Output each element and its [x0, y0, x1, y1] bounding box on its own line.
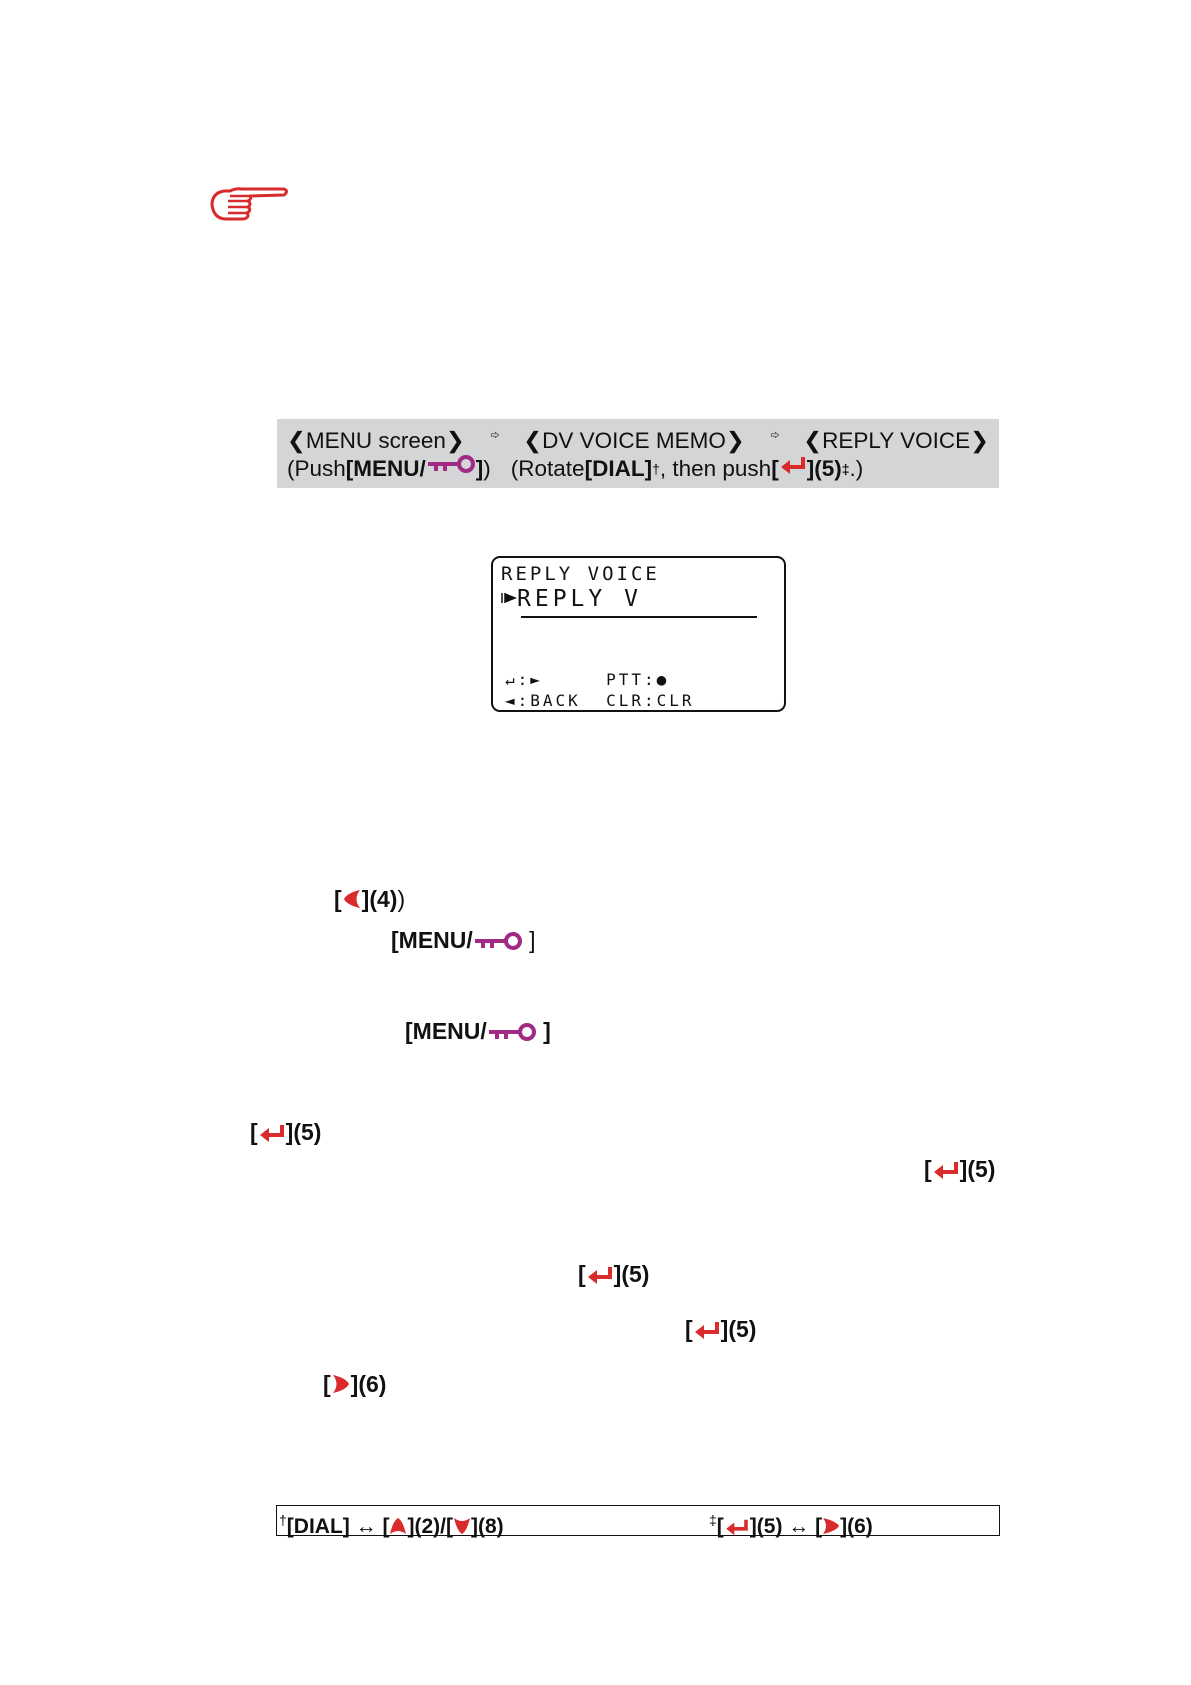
paren-close: ) [397, 886, 406, 912]
nav-end-text: .) [849, 456, 864, 481]
menu-key-ref-1 [391, 925, 536, 955]
enter-icon [724, 1518, 750, 1536]
dagger-mark: † [279, 1512, 287, 1528]
cursor-icon [501, 591, 517, 605]
key-number: ](4) [361, 886, 398, 912]
enter-icon [693, 1320, 721, 1340]
nav-step-reply-voice: ❮REPLY VOICE❯ [803, 428, 989, 453]
menu-navigation-bar [277, 419, 999, 488]
enter-key-ref-2 [924, 1154, 995, 1184]
right-key-ref-6 [323, 1369, 386, 1399]
rotate-text: (Rotate [510, 456, 585, 481]
key-number: ](6) [350, 1371, 387, 1397]
outline-right-arrow-icon [491, 427, 500, 443]
bracket-close: ] [536, 1018, 551, 1044]
key-mapping-footer [276, 1505, 1000, 1536]
right-key-number: ](6) [840, 1515, 873, 1538]
outline-right-arrow-icon [771, 427, 780, 443]
key-number: ](5) [285, 1119, 322, 1145]
enter-key-number: ](5) [749, 1515, 783, 1538]
enter-icon [258, 1123, 286, 1143]
lcd-screen [491, 556, 786, 712]
left-key-icon [342, 889, 362, 909]
dial-label: [DIAL] [584, 456, 653, 481]
bracket-open: [ [924, 1156, 932, 1182]
equivalence-arrow: ↔ [782, 1515, 816, 1538]
bracket-open: [ [382, 1515, 390, 1538]
bracket-open: [ [578, 1261, 586, 1287]
enter-key-ref-1 [250, 1117, 321, 1147]
bracket-open: [ [250, 1119, 258, 1145]
dial-label: [DIAL] [286, 1515, 350, 1538]
key-number: ](5) [720, 1316, 757, 1342]
bracket-open: [ [685, 1316, 693, 1342]
enter-key-ref-3 [578, 1259, 649, 1289]
equivalence-arrow: ↔ [349, 1515, 383, 1538]
key-icon [426, 455, 476, 473]
key-icon [487, 1023, 537, 1041]
menu-key-label: [MENU/ [405, 1018, 487, 1044]
menu-key-label: [MENU/ [391, 927, 473, 953]
right-key-icon [331, 1374, 351, 1394]
bracket-open: [ [716, 1515, 724, 1538]
nav-instruction-row [287, 455, 989, 483]
left-key-ref-4 [334, 884, 405, 914]
bracket-open: [ [334, 886, 342, 912]
bracket-open: [ [815, 1515, 823, 1538]
double-dagger-mark: ‡ [841, 461, 850, 477]
enter-key-close: ](5) [806, 456, 842, 481]
dial-mapping [279, 1506, 504, 1541]
pointing-hand-icon [210, 185, 290, 225]
lcd-input-line [521, 616, 757, 618]
lcd-selected-item: REPLY V [517, 586, 642, 612]
lcd-selected-row [501, 586, 642, 612]
right-key-icon [822, 1517, 840, 1535]
then-push-text: , then push [659, 456, 772, 481]
menu-key-close: ] [475, 456, 484, 481]
enter-icon [586, 1265, 614, 1285]
lcd-help-row-1: ↵:► PTT:● [505, 670, 670, 689]
enter-key-ref-4 [685, 1314, 756, 1344]
lcd-help-row-2: ◄:BACK CLR:CLR [505, 691, 695, 710]
menu-key-ref-2 [405, 1016, 551, 1046]
lcd-title: REPLY VOICE [501, 563, 660, 585]
enter-mapping [709, 1506, 873, 1541]
enter-icon [932, 1160, 960, 1180]
key-number: ](5) [613, 1261, 650, 1287]
nav-step-dv-voice-memo: ❮DV VOICE MEMO❯ [523, 428, 745, 453]
nav-path-row [287, 427, 989, 455]
bracket-open: [ [323, 1371, 331, 1397]
up-key-icon [389, 1517, 407, 1535]
push-suffix: ) [483, 456, 491, 481]
down-key-icon [453, 1517, 471, 1535]
push-text: (Push [287, 456, 346, 481]
enter-key-open: [ [771, 456, 779, 481]
menu-key-label: [MENU/ [345, 456, 426, 481]
up-key-number: ](2)/[ [407, 1515, 453, 1538]
nav-step-menu-screen: ❮MENU screen❯ [287, 428, 465, 453]
dagger-mark: † [652, 461, 660, 477]
key-icon [473, 932, 523, 950]
enter-icon [779, 455, 807, 475]
double-dagger-mark: ‡ [709, 1512, 717, 1528]
key-number: ](5) [959, 1156, 996, 1182]
down-key-number: ](8) [470, 1515, 504, 1538]
bracket-close: ] [522, 927, 536, 953]
